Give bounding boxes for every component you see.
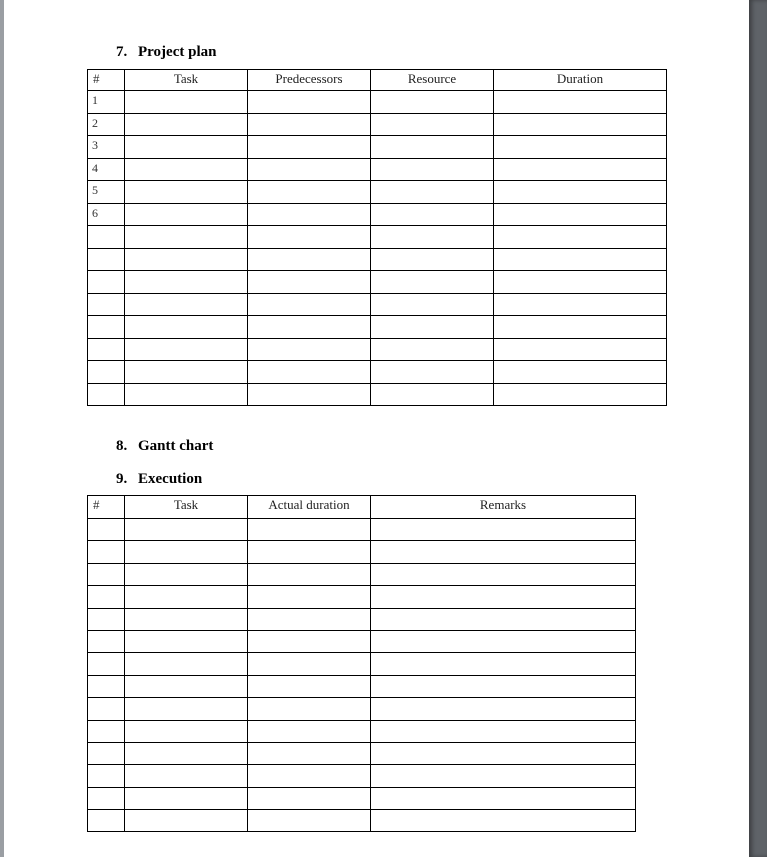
table-cell[interactable] — [125, 226, 248, 249]
section-heading-gantt-chart — [116, 438, 213, 455]
table-row — [88, 181, 667, 204]
table-cell[interactable] — [494, 136, 667, 159]
table-cell[interactable] — [248, 136, 371, 159]
row-number-cell: 4 — [88, 158, 125, 181]
table-cell[interactable] — [494, 293, 667, 316]
table-cell[interactable] — [125, 653, 248, 675]
table-header-row — [88, 70, 667, 91]
table-cell[interactable] — [125, 181, 248, 204]
table-cell[interactable] — [494, 361, 667, 384]
table-cell[interactable] — [371, 91, 494, 114]
section-number: 7. — [116, 44, 128, 60]
table-cell[interactable] — [494, 226, 667, 249]
table-cell[interactable] — [248, 742, 371, 764]
table-cell[interactable] — [371, 675, 636, 697]
table-row — [88, 541, 636, 563]
row-number-cell — [88, 675, 125, 697]
row-number-cell — [88, 316, 125, 339]
table-cell[interactable] — [125, 338, 248, 361]
table-row — [88, 810, 636, 832]
column-header: # — [88, 496, 125, 519]
table-cell[interactable] — [371, 136, 494, 159]
column-header: # — [88, 70, 125, 91]
table-row — [88, 787, 636, 809]
table-cell[interactable] — [494, 271, 667, 294]
table-cell[interactable] — [371, 293, 494, 316]
table-cell[interactable] — [371, 541, 636, 563]
table-cell[interactable] — [371, 765, 636, 787]
table-cell[interactable] — [248, 586, 371, 608]
row-number-cell — [88, 383, 125, 406]
table-cell[interactable] — [494, 91, 667, 114]
column-header: Duration — [494, 70, 667, 91]
table-cell[interactable] — [248, 271, 371, 294]
table-row — [88, 675, 636, 697]
row-number-cell — [88, 810, 125, 832]
row-number-cell — [88, 698, 125, 720]
table-row — [88, 653, 636, 675]
table-row — [88, 113, 667, 136]
table-cell[interactable] — [248, 293, 371, 316]
table-cell[interactable] — [125, 742, 248, 764]
table-row — [88, 630, 636, 652]
table-row — [88, 519, 636, 541]
table-cell[interactable] — [125, 810, 248, 832]
table-cell[interactable] — [125, 586, 248, 608]
table-cell[interactable] — [248, 563, 371, 585]
table-cell[interactable] — [248, 158, 371, 181]
table-cell[interactable] — [125, 519, 248, 541]
table-cell[interactable] — [248, 338, 371, 361]
table-cell[interactable] — [248, 113, 371, 136]
table-cell[interactable] — [125, 630, 248, 652]
table-cell[interactable] — [125, 675, 248, 697]
table-cell[interactable] — [125, 765, 248, 787]
table-cell[interactable] — [494, 338, 667, 361]
section-title: Gantt chart — [138, 438, 214, 454]
table-cell[interactable] — [494, 383, 667, 406]
row-number-cell — [88, 563, 125, 585]
table-cell[interactable] — [125, 271, 248, 294]
table-cell[interactable] — [125, 158, 248, 181]
table-cell[interactable] — [371, 158, 494, 181]
table-cell[interactable] — [248, 519, 371, 541]
table-cell[interactable] — [248, 248, 371, 271]
table-cell[interactable] — [248, 316, 371, 339]
row-number-cell — [88, 787, 125, 809]
table-row — [88, 91, 667, 114]
row-number-cell — [88, 541, 125, 563]
table-cell[interactable] — [248, 675, 371, 697]
table-cell[interactable] — [125, 698, 248, 720]
column-header: Task — [125, 496, 248, 519]
table-cell[interactable] — [125, 720, 248, 742]
table-cell[interactable] — [371, 361, 494, 384]
row-number-cell — [88, 630, 125, 652]
table-cell[interactable] — [248, 541, 371, 563]
table-cell[interactable] — [371, 630, 636, 652]
row-number-cell — [88, 361, 125, 384]
row-number-cell — [88, 248, 125, 271]
section-title: Execution — [138, 471, 203, 487]
row-number-cell — [88, 338, 125, 361]
table-cell[interactable] — [248, 91, 371, 114]
table-row — [88, 586, 636, 608]
table-cell[interactable] — [125, 361, 248, 384]
table-cell[interactable] — [125, 113, 248, 136]
row-number-cell — [88, 226, 125, 249]
table-cell[interactable] — [371, 203, 494, 226]
table-cell[interactable] — [371, 519, 636, 541]
table-cell[interactable] — [248, 226, 371, 249]
table-cell[interactable] — [248, 653, 371, 675]
table-cell[interactable] — [371, 608, 636, 630]
row-number-cell: 2 — [88, 113, 125, 136]
section-title: Project plan — [138, 44, 217, 60]
table-cell[interactable] — [494, 203, 667, 226]
table-cell[interactable] — [248, 181, 371, 204]
table-cell[interactable] — [125, 787, 248, 809]
row-number-cell: 6 — [88, 203, 125, 226]
table-cell[interactable] — [248, 608, 371, 630]
column-header: Predecessors — [248, 70, 371, 91]
table-row — [88, 720, 636, 742]
table-cell[interactable] — [125, 563, 248, 585]
table-row — [88, 383, 667, 406]
table-cell[interactable] — [371, 787, 636, 809]
row-number-cell: 5 — [88, 181, 125, 204]
table-row — [88, 271, 667, 294]
table-cell[interactable] — [248, 361, 371, 384]
table-cell[interactable] — [125, 541, 248, 563]
section-number: 8. — [116, 438, 128, 454]
table-cell[interactable] — [248, 630, 371, 652]
table-row — [88, 608, 636, 630]
section-number: 9. — [116, 471, 128, 487]
table-cell[interactable] — [248, 383, 371, 406]
table-cell[interactable] — [371, 113, 494, 136]
table-cell[interactable] — [248, 698, 371, 720]
project-plan-table — [87, 69, 667, 406]
table-cell[interactable] — [494, 158, 667, 181]
table-cell[interactable] — [371, 563, 636, 585]
table-cell[interactable] — [125, 293, 248, 316]
table-cell[interactable] — [371, 586, 636, 608]
table-cell[interactable] — [248, 720, 371, 742]
table-row — [88, 136, 667, 159]
table-row — [88, 563, 636, 585]
table-row — [88, 158, 667, 181]
table-cell[interactable] — [125, 91, 248, 114]
table-row — [88, 338, 667, 361]
row-number-cell — [88, 765, 125, 787]
table-cell[interactable] — [371, 720, 636, 742]
row-number-cell — [88, 519, 125, 541]
viewer-scroll-gutter[interactable] — [749, 0, 767, 857]
table-row — [88, 698, 636, 720]
row-number-cell: 3 — [88, 136, 125, 159]
table-cell[interactable] — [125, 608, 248, 630]
column-header: Actual duration — [248, 496, 371, 519]
column-header: Task — [125, 70, 248, 91]
table-row — [88, 765, 636, 787]
table-cell[interactable] — [494, 248, 667, 271]
table-cell[interactable] — [371, 338, 494, 361]
table-row — [88, 226, 667, 249]
table-cell[interactable] — [494, 113, 667, 136]
table-cell[interactable] — [248, 765, 371, 787]
column-header: Resource — [371, 70, 494, 91]
table-cell[interactable] — [494, 316, 667, 339]
table-cell[interactable] — [494, 181, 667, 204]
table-cell[interactable] — [371, 742, 636, 764]
table-row — [88, 361, 667, 384]
document-page — [4, 0, 749, 857]
table-cell[interactable] — [125, 383, 248, 406]
table-cell[interactable] — [371, 698, 636, 720]
column-header: Remarks — [371, 496, 636, 519]
row-number-cell — [88, 742, 125, 764]
table-row — [88, 203, 667, 226]
table-cell[interactable] — [371, 271, 494, 294]
table-cell[interactable] — [125, 136, 248, 159]
section-heading-execution — [116, 471, 202, 488]
table-cell[interactable] — [371, 316, 494, 339]
execution-table — [87, 495, 636, 832]
table-cell[interactable] — [371, 248, 494, 271]
section-heading-project-plan — [116, 44, 216, 61]
table-cell[interactable] — [125, 248, 248, 271]
row-number-cell — [88, 720, 125, 742]
table-cell[interactable] — [248, 787, 371, 809]
table-cell[interactable] — [371, 383, 494, 406]
table-row — [88, 248, 667, 271]
table-row — [88, 316, 667, 339]
table-cell[interactable] — [125, 316, 248, 339]
row-number-cell — [88, 653, 125, 675]
table-cell[interactable] — [371, 653, 636, 675]
row-number-cell — [88, 608, 125, 630]
table-cell[interactable] — [248, 203, 371, 226]
table-cell[interactable] — [248, 810, 371, 832]
table-cell[interactable] — [371, 181, 494, 204]
table-row — [88, 293, 667, 316]
row-number-cell — [88, 271, 125, 294]
table-cell[interactable] — [125, 203, 248, 226]
table-row — [88, 742, 636, 764]
table-cell[interactable] — [371, 810, 636, 832]
row-number-cell — [88, 586, 125, 608]
row-number-cell: 1 — [88, 91, 125, 114]
row-number-cell — [88, 293, 125, 316]
table-header-row — [88, 496, 636, 519]
table-cell[interactable] — [371, 226, 494, 249]
